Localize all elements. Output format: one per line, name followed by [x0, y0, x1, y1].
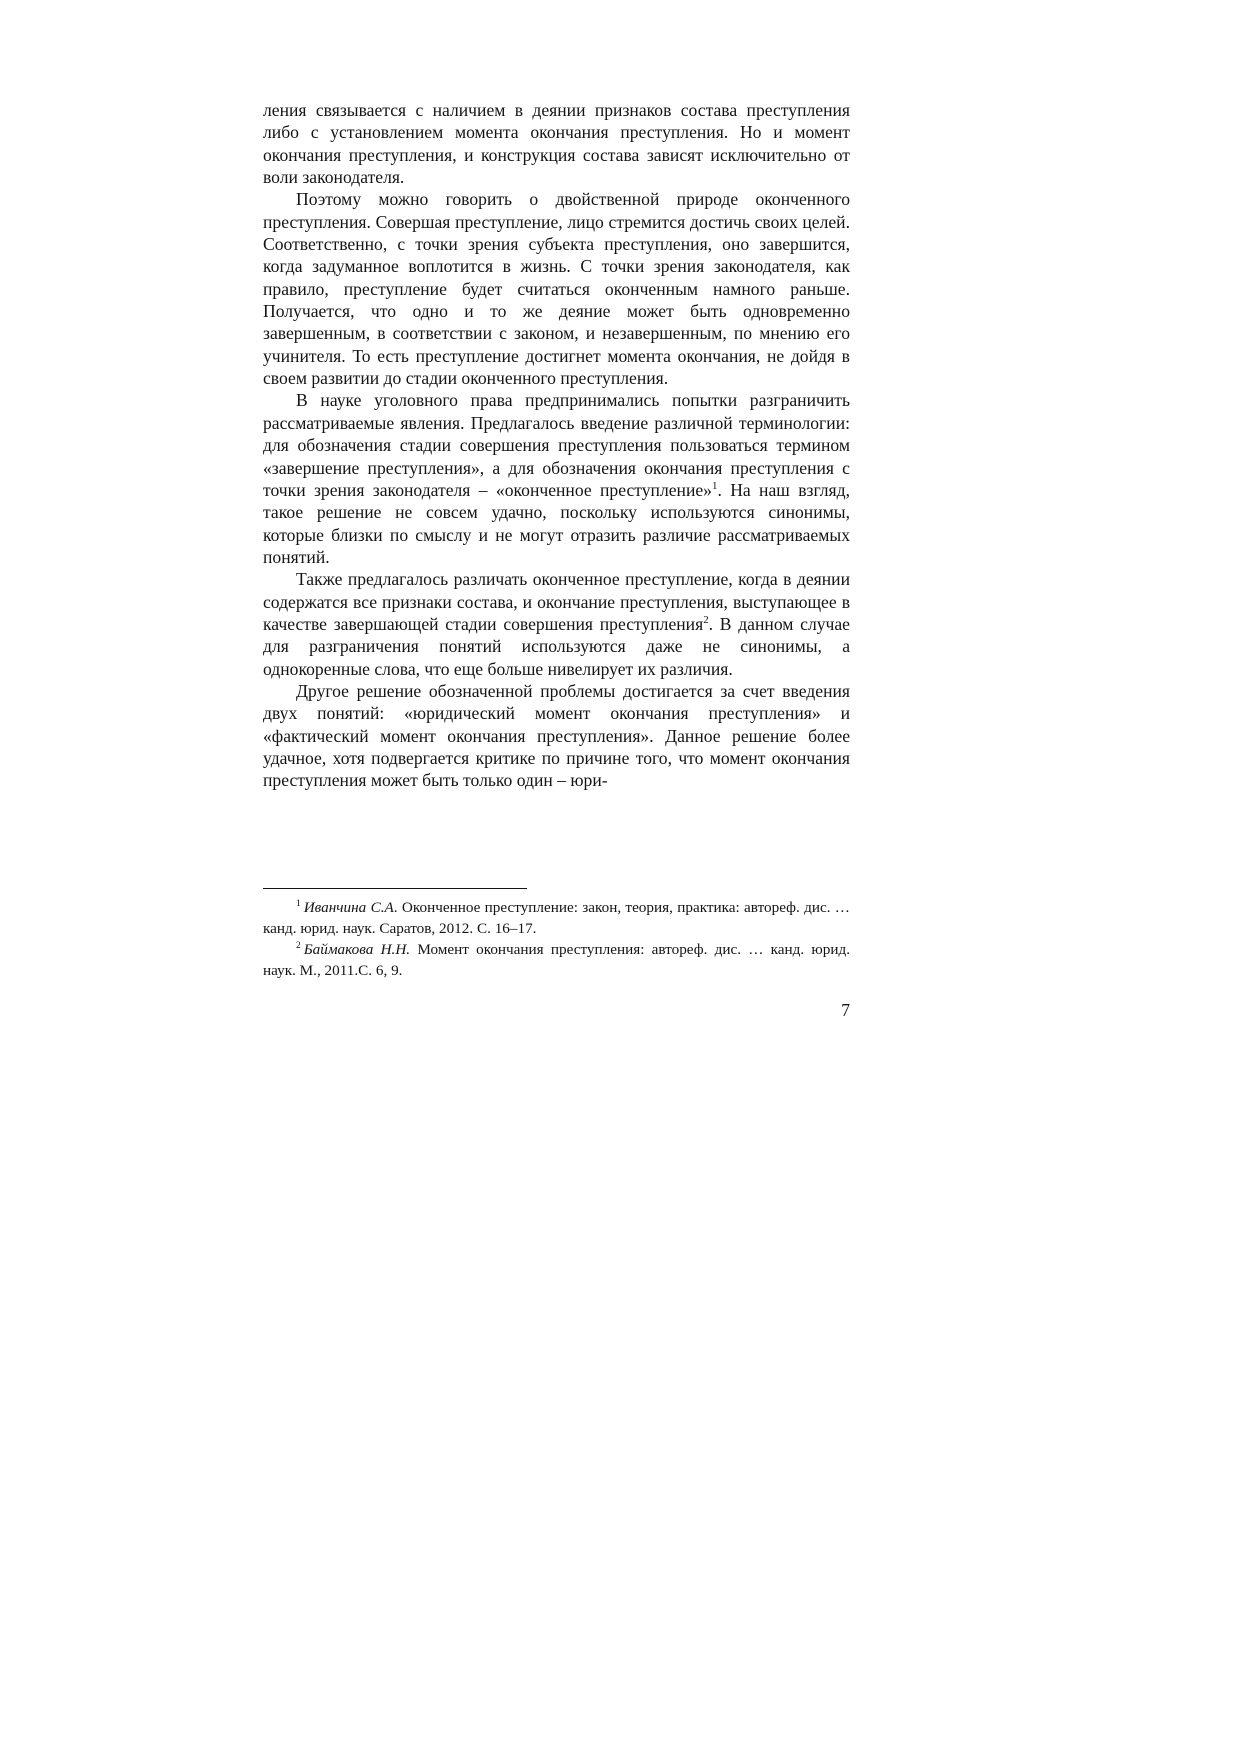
paragraph — [263, 188, 850, 389]
footnote-separator — [263, 888, 527, 889]
paragraph-continuation — [263, 99, 850, 188]
paragraph — [263, 680, 850, 792]
footnote-1 — [263, 898, 850, 940]
paragraph — [263, 568, 850, 680]
paragraph-text: . В данном случае для разграничения понятий используются даже не синонимы, а однокоренные слова, что еще больше нивелирует их различия. — [263, 613, 850, 679]
footnote-ref-2: 2 — [703, 614, 709, 627]
page-number: 7 — [841, 1000, 850, 1020]
paragraph-text: . На наш взгляд, такое решение не совсем удачно, поскольку используются синонимы, которые близки по смыслу и не могут отразить различие рассматриваемых понятий. — [263, 479, 850, 567]
footnote-marker-1: 1 — [296, 898, 301, 909]
footnote-author: Баймакова Н.Н. — [303, 940, 411, 958]
paragraph-text: Другое решение обозначенной проблемы достигается за счет введения двух понятий: «юридический момент окончания преступления» и «фактический момент окончания преступления». Данное решение более удачное, хотя подвергается критике по причине того, что момент окончания преступления может быть только один – юри- — [263, 680, 850, 791]
footnote-marker-2: 2 — [296, 940, 301, 951]
footnote-2 — [263, 940, 850, 982]
paragraph-text: ления связывается с наличием в деянии признаков состава преступления либо с установлением момента окончания преступления. Но и момент окончания преступления, и конструкция состава зависят исключительно от воли законодателя. — [263, 100, 850, 188]
main-text-block — [263, 99, 850, 792]
footnote-ref-1: 1 — [711, 479, 718, 492]
paragraph-text: Поэтому можно говорить о двойственной природе оконченного преступления. Совершая преступление, лицо стремится достичь своих целей. Соответственно, с точки зрения субъекта преступления, оно завершится, когда задуманное воплотится в жизнь. С точки зрения законодателя, как правило, преступление будет считаться оконченным намного раньше. Получается, что одно и то же деяние может быть одновременно завершенным, в соответствии с законом, и незавершенным, по мнению его учинителя. То есть преступление достигнет момента окончания, не дойдя в своем развитии до стадии оконченного преступления. — [263, 189, 850, 389]
paragraph — [263, 389, 850, 568]
footnote-author: Иванчина С.А — [303, 899, 394, 916]
footnote-text: Момент окончания преступления: автореф. дис. … канд. юрид. наук. М., 2011.С. 6, 9. — [263, 940, 851, 979]
paragraph-text: Также предлагалось различать оконченное преступление, когда в деянии содержатся все признаки состава, и окончание преступления, выступающее в качестве завершающей стадии совершения преступления — [263, 569, 850, 634]
paragraph-text: В науке уголовного права предпринимались попытки разграничить рассматриваемые явления. Предлагалось введение различной терминологии: для обозначения стадии совершения преступления пользоваться термином «завершение преступления», а для обозначения окончания преступления с точки зрения законодателя – «оконченное преступление» — [263, 390, 850, 500]
footnote-block — [263, 888, 850, 982]
footnote-text: . Оконченное преступление: закон, теория, практика: автореф. дис. … канд. юрид. наук. Саратов, 2012. С. 16–17. — [263, 899, 850, 937]
